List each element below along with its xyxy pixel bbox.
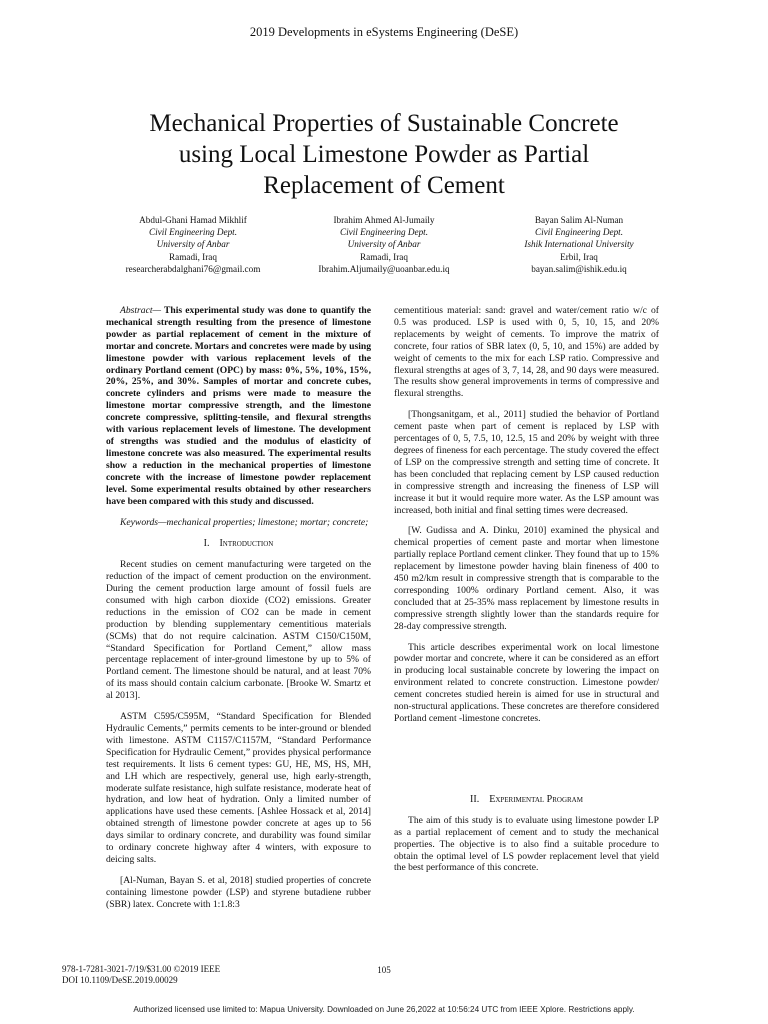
title-line: Replacement of Cement (263, 172, 505, 199)
author-dept: Civil Engineering Dept. (339, 227, 429, 238)
paragraph: [Thongsanitgam, et al., 2011] studied the behavior of Portland cement paste when part of cement is replaced by LSP with percentages of 0, 5, 7.5, 10, 12.5, 15 and 20% by weight with three degrees of fineness for each percentage. The study covered the effect of LSP on the compressive strength and setting time of concrete. It has been concluded that replacing cement by LSP caused reduction in compressive strength and increasing the fineness of LSP will increase it but it would require more water. As the LSP amount was increased, both initial and final setting times were decreased. (394, 409, 659, 516)
paragraph: This article describes experimental work on local limestone powder mortar and concrete, where it can be considered as an effort in producing local sustainable concrete by lowering the impact on environment related to concrete construction. Limestone powder/ cement concretes studied herein is aimed for use in structural and non-structural applications. These concretes are therefore considered Portland cement -limestone concretes. (394, 641, 659, 724)
section-title: Experimental Program (489, 793, 583, 805)
page-number: 105 (377, 965, 391, 975)
author-city: Ramadi, Iraq (360, 251, 408, 262)
paragraph: [W. Gudissa and A. Dinku, 2010] examined the physical and chemical properties of cement paste and mortar when limestone partially replace Portland cement clinker. They found that up to 15% replacement by limestone powder having blain fineness of 400 to 450 m2/km result in compressive strength that is comparable to the corresponding 100% ordinary Portland cement. Also, it was concluded that at 25-35% mass replacement by limestone results in compressive strength slightly lower than the standards require for 28-day compressive strength. (394, 525, 659, 632)
author-dept: Civil Engineering Dept. (534, 227, 624, 238)
abstract-text: This experimental study was done to quantify the mechanical strength resulting from the presence of limestone powder as partial replacement of cement in the mixture of mortar and concrete. Mortars and concretes were made by using limestone powder with various replacement levels of the ordinary Portland cement (OPC) by mass: 0%, 5%, 10%, 15%, 20%, 25%, and 30%. Samples of mortar and concrete cubes, concrete cylinders and prisms were made to measure the limestone mortar compressive strength, and the limestone concrete compressive, splitting-tensile, and flexural strengths with various replacement levels of limestone. The development of strengths was studied and the modulus of elasticity of limestone concrete was also measured. The experimental results show a reduction in the mechanical properties of limestone concrete with the increase of limestone powder replacement level. Some experimental results obtained by other researchers have been compared with this study and discussed. (106, 305, 371, 507)
author-university: University of Anbar (156, 239, 230, 250)
abstract (106, 305, 371, 507)
author-dept: Civil Engineering Dept. (148, 227, 238, 238)
author-name: Abdul-Ghani Hamad Mikhlif (139, 215, 247, 225)
author-name: Ibrahim Ahmed Al-Jumaily (333, 215, 435, 225)
author-name: Bayan Salim Al-Numan (534, 215, 624, 225)
conference-header: 2019 Developments in eSystems Engineering (DeSE) (249, 25, 519, 39)
footer-isbn: 978-1-7281-3021-7/19/$31.00 ©2019 IEEE (62, 964, 221, 974)
section-number: I. (203, 538, 210, 550)
author-city: Ramadi, Iraq (169, 251, 217, 262)
spacer (394, 734, 659, 794)
author-city: Erbil, Iraq (560, 251, 598, 262)
paragraph: [Al-Numan, Bayan S. et al, 2018] studied properties of concrete containing limestone powder (LSP) and styrene butadiene rubber (SBR) latex. Concrete with 1:1.8:3 (106, 874, 371, 910)
paragraph: Recent studies on cement manufacturing were targeted on the reduction of the impact of cement production on the environment. During the cement production large amount of fossil fuels are consumed with high carbon dioxide (CO2) emissions. Greater reductions in the emission of CO2 can be made in cement production by blending supplementary cementitious materials (SCMs) that do not require calcination. ASTM C150/C150M, “Standard Specification for Portland Cement,” allow mass percentage replacement of inter-ground limestone by up to 5% of Portland cement. The limestone should be natural, and at least 70% of its mass should contain calcium carbonate. [Brooke W. Smartz et al 2013]. (106, 559, 371, 702)
author-email[interactable]: Ibrahim.Aljumaily@uoanbar.edu.iq (318, 263, 450, 274)
title-line: using Local Limestone Powder as Partial (178, 141, 590, 168)
paper-title (100, 108, 668, 201)
author-university: Ishik International University (524, 239, 634, 250)
author-university: University of Anbar (347, 239, 421, 250)
keywords: Keywords—mechanical properties; limestone; mortar; concrete; (120, 517, 369, 529)
left-column (106, 305, 371, 920)
abstract-label: Abstract— (120, 305, 162, 316)
author-block (464, 214, 694, 275)
license-banner: Authorized licensed use limited to: Mapua University. Downloaded on June 26,2022 at 10:56:24 UTC from IEEE Xplore. Restrictions apply. (133, 1005, 635, 1014)
title-line: Mechanical Properties of Sustainable Concrete (149, 110, 619, 137)
section-heading-experimental-program (394, 794, 659, 806)
paragraph: ASTM C595/C595M, “Standard Specification for Blended Hydraulic Cements,” permits cements to be inter-ground or blended with limestone. ASTM C1157/C1157M, “Standard Performance Specification for Hydraulic Cement,” provides physical performance test requirements. It lists 6 cement types: GU, HE, MS, HS, MH, and LH which are respectively, general use, high early-strength, moderate sulfate resistance, high sulfate resistance, moderate heat of hydration, and low heat of hydration. Only a limited number of applications have used these cements. [Ashlee Hossack et al, 2014] obtained strength of limestone powder concrete at ages up to 56 days similar to ordinary concrete, and durability was found similar to ordinary concrete highway after 4 winters, with exposure to deicing salts. (106, 711, 371, 865)
paragraph: cementitious material: sand: gravel and water/cement ratio w/c of 0.5 was produced. LSP is used with 0, 5, 10, 15, and 20% replacements by weight of cements. To improve the matrix of concrete, four ratios of SBR latex (0, 5, 10, and 15%) are added by weight of cements to the mix for each LSP ratio. Compressive and flexural strengths at ages of 3, 7, 14, 28, and 90 days were measured. The results show general improvements in terms of compressive and flexural strengths. (394, 305, 659, 400)
author-email[interactable]: researcherabdalghani76@gmail.com (125, 263, 261, 274)
footer-doi: DOI 10.1109/DeSE.2019.00029 (62, 975, 178, 985)
right-column (394, 305, 659, 883)
paragraph: The aim of this study is to evaluate using limestone powder LP as a partial replacement of cement and to study the mechanical properties. The objective is to also find a suitable procedure to obtain the optimal level of LS powder replacement level that yield the best performance of this concrete. (394, 814, 659, 874)
section-title: Introduction (219, 538, 274, 550)
section-number: II. (470, 793, 480, 805)
section-heading-introduction (106, 538, 371, 550)
author-email[interactable]: bayan.salim@ishik.edu.iq (531, 263, 627, 274)
